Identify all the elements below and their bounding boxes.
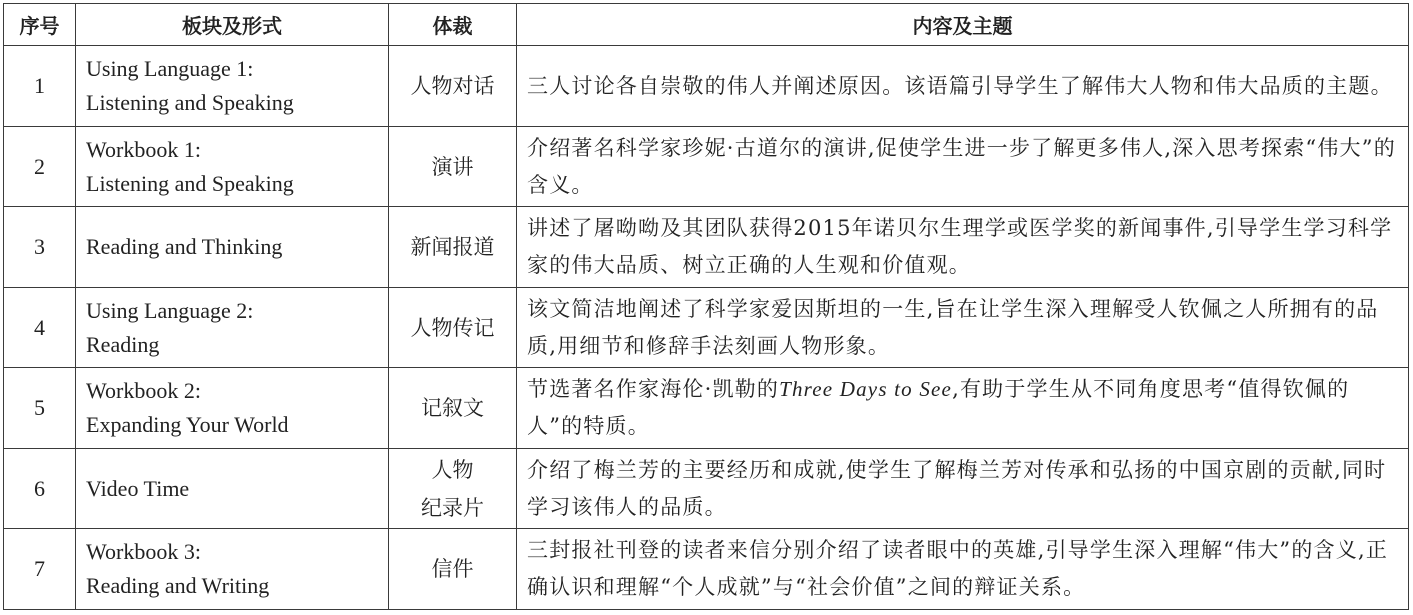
genre-line: 纪录片 <box>421 495 484 520</box>
row-number: 2 <box>4 126 76 207</box>
header-no: 序号 <box>4 4 76 46</box>
content-text: 节选著名作家海伦·凯勒的 <box>527 377 780 402</box>
genre-cell: 新闻报道 <box>389 207 517 288</box>
header-section: 板块及形式 <box>76 4 389 46</box>
genre-line: 人物 <box>431 457 474 482</box>
content-cell: 该文简洁地阐述了科学家爱因斯坦的一生,旨在让学生深入理解受人钦佩之人所拥有的品质,用细节和修辞手法刻画人物形象。 <box>517 287 1409 368</box>
unit-content-table <box>3 3 1409 610</box>
section-line: Expanding Your World <box>86 412 289 438</box>
content-cell <box>517 368 1409 449</box>
genre-cell: 记叙文 <box>389 368 517 449</box>
section-cell <box>76 529 389 610</box>
genre-cell <box>389 448 517 529</box>
section-line: Workbook 2: <box>86 378 201 404</box>
section-cell <box>76 46 389 127</box>
section-line: Listening and Speaking <box>86 90 294 116</box>
section-line: Using Language 1: <box>86 56 254 82</box>
section-cell <box>76 448 389 529</box>
table-row <box>4 207 1409 288</box>
section-line: Reading and Thinking <box>86 234 283 260</box>
section-line: Listening and Speaking <box>86 170 294 196</box>
section-line: Using Language 2: <box>86 297 254 323</box>
table-row <box>4 287 1409 368</box>
table-row <box>4 46 1409 127</box>
section-line: Workbook 1: <box>86 136 201 162</box>
row-number: 7 <box>4 529 76 610</box>
table-row <box>4 126 1409 207</box>
row-number: 6 <box>4 448 76 529</box>
content-cell: 介绍了梅兰芳的主要经历和成就,使学生了解梅兰芳对传承和弘扬的中国京剧的贡献,同时学习该伟人的品质。 <box>517 448 1409 529</box>
content-cell: 讲述了屠呦呦及其团队获得2015年诺贝尔生理学或医学奖的新闻事件,引导学生学习科学家的伟大品质、树立正确的人生观和价值观。 <box>517 207 1409 288</box>
section-line: Reading <box>86 331 160 357</box>
content-cell: 三人讨论各自崇敬的伟人并阐述原因。该语篇引导学生了解伟大人物和伟大品质的主题。 <box>517 46 1409 127</box>
section-line: Reading and Writing <box>86 573 270 599</box>
row-number: 3 <box>4 207 76 288</box>
table-row <box>4 529 1409 610</box>
content-cell: 三封报社刊登的读者来信分别介绍了读者眼中的英雄,引导学生深入理解“伟大”的含义,正确认识和理解“个人成就”与“社会价值”之间的辩证关系。 <box>517 529 1409 610</box>
genre-cell: 信件 <box>389 529 517 610</box>
section-line: Video Time <box>86 475 190 501</box>
section-cell <box>76 368 389 449</box>
section-cell <box>76 126 389 207</box>
genre-cell: 人物对话 <box>389 46 517 127</box>
row-number: 4 <box>4 287 76 368</box>
content-text: ,有助于学生从不同角度思考“值得钦佩的人”的特质。 <box>527 377 1350 439</box>
header-content: 内容及主题 <box>517 4 1409 46</box>
section-line: Workbook 3: <box>86 539 201 565</box>
section-cell <box>76 287 389 368</box>
row-number: 5 <box>4 368 76 449</box>
header-genre: 体裁 <box>389 4 517 46</box>
genre-cell: 演讲 <box>389 126 517 207</box>
section-cell <box>76 207 389 288</box>
content-cell: 介绍著名科学家珍妮·古道尔的演讲,促使学生进一步了解更多伟人,深入思考探索“伟大”的含义。 <box>517 126 1409 207</box>
row-number: 1 <box>4 46 76 127</box>
table-row <box>4 448 1409 529</box>
table-row <box>4 368 1409 449</box>
table-header-row <box>4 4 1409 46</box>
genre-cell: 人物传记 <box>389 287 517 368</box>
book-title: Three Days to See <box>779 377 953 402</box>
